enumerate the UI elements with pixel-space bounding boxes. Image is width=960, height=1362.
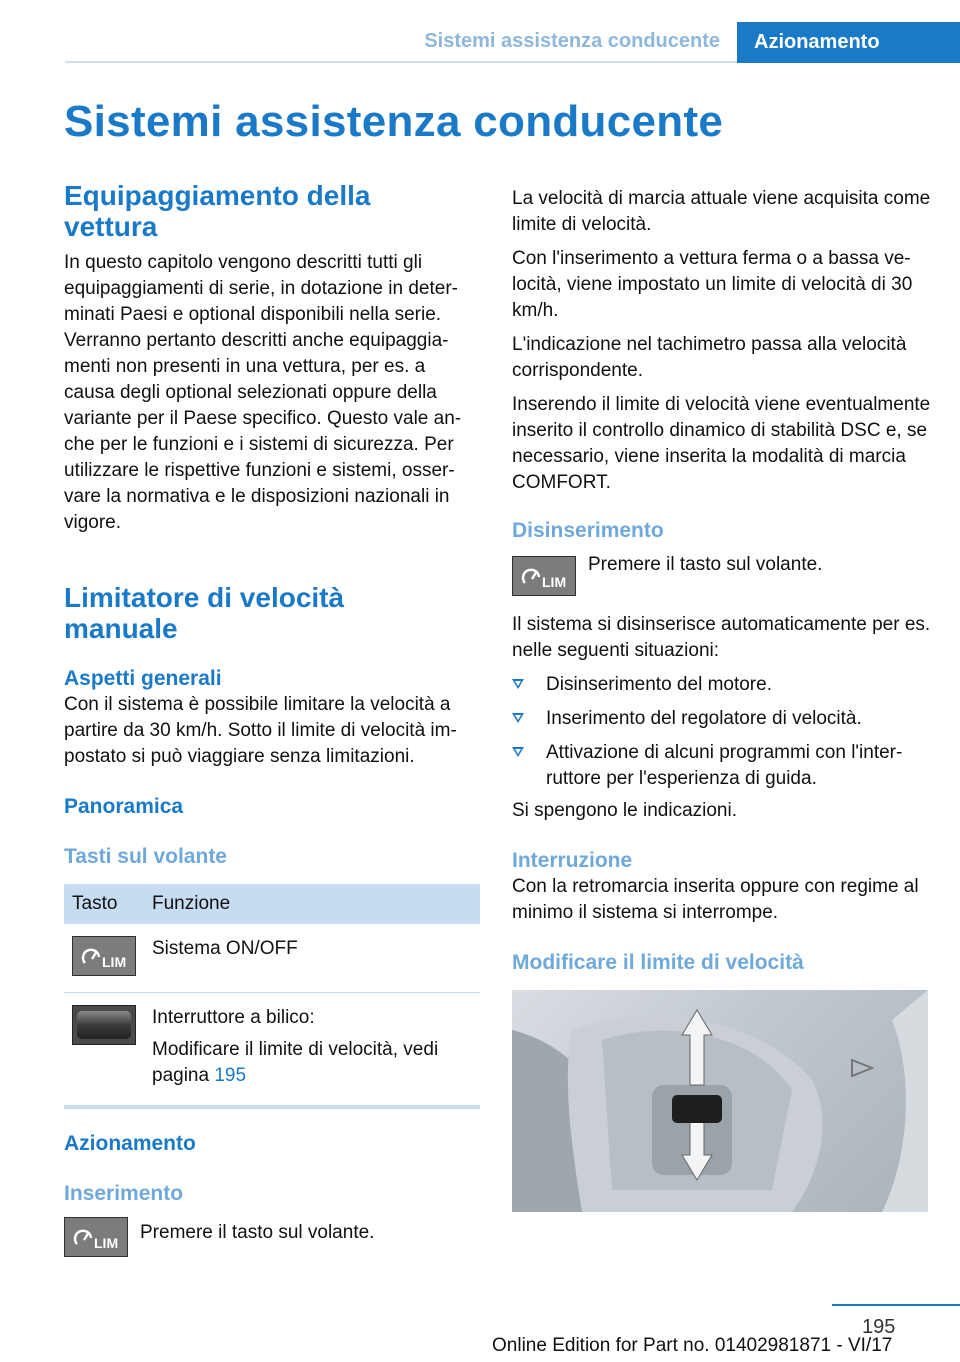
footer-edition: Online Edition for Part no. 01402981871 - VI/17 bbox=[492, 1335, 893, 1356]
general-heading: Aspetti generali bbox=[64, 667, 222, 690]
buttons-table bbox=[64, 884, 480, 1109]
header-chapter-tab[interactable]: Azionamento bbox=[737, 22, 960, 63]
auto-off-list bbox=[512, 672, 932, 792]
header-section-title: Sistemi assistenza conducente bbox=[424, 30, 720, 52]
right-paragraph-2: Con l'inserimento a vettura ferma o a bassa velocità, viene impostato un limite di velocità di 30 km/h. bbox=[512, 248, 913, 321]
left-column bbox=[64, 180, 480, 1257]
activation-text: Premere il tasto sul volante. bbox=[140, 1222, 375, 1243]
right-paragraph-1: La velocità di marcia attuale viene acquisita come limite di velocità. bbox=[512, 188, 931, 235]
table-header-key: Tasto bbox=[64, 884, 140, 924]
right-paragraph-4: Inserendo il limite di velocità viene eventualmente inserito il controllo dinamico di stabilità DSC e, se necessario, viene inserita la modalità di marcia COMFORT. bbox=[512, 394, 931, 493]
page-link[interactable]: 195 bbox=[214, 1065, 247, 1086]
footer-rule bbox=[832, 1304, 960, 1306]
svg-text:LIM: LIM bbox=[542, 574, 567, 590]
table-row bbox=[64, 924, 480, 993]
equipment-heading: Equipaggiamento della vettura bbox=[64, 180, 371, 242]
page-number: 195 bbox=[862, 1316, 896, 1338]
right-column bbox=[512, 186, 932, 1212]
right-paragraph-3: L'indicazione nel tachimetro passa alla velocità corrispondente. bbox=[512, 334, 907, 381]
svg-text:LIM: LIM bbox=[102, 954, 127, 970]
table-header-function: Funzione bbox=[140, 884, 480, 924]
list-item: Disinserimento del motore. bbox=[512, 672, 932, 698]
deactivation-heading: Disinserimento bbox=[512, 519, 664, 542]
lim-button-icon bbox=[64, 1217, 128, 1257]
modify-heading: Modificare il limite di velocità bbox=[512, 951, 804, 974]
page-title: Sistemi assistenza conducente bbox=[64, 97, 724, 146]
auto-off-text: Il sistema si disinserisce automaticamente per es. nelle seguenti situazioni: bbox=[512, 614, 931, 661]
table-row bbox=[64, 993, 480, 1108]
list-item: Attivazione di alcuni programmi con l'interruttore per l'esperienza di guida. bbox=[512, 740, 932, 792]
bullet-triangle-icon bbox=[512, 679, 524, 689]
lim-button-icon bbox=[512, 556, 576, 596]
list-item: Inserimento del regolatore di velocità. bbox=[512, 706, 932, 732]
equipment-text: In questo capitolo vengono descritti tutti gli equipaggiamenti di serie, in dotazione in determinati Paesi e optional disponibili nella serie. Verranno pertanto descritti anche equipaggiamenti non presenti in una vettura, per es. a causa degli optional selezionati oppure della variante per il Paese specifico. Questo vale anche per le funzioni e i sistemi di sicurezza. Per utilizzare le rispettive funzioni e sistemi, osservare la normativa e le disposizioni nazionali in vigore. bbox=[64, 252, 462, 533]
indicators-off-text: Si spengono le indicazioni. bbox=[512, 800, 737, 821]
deactivation-text: Premere il tasto sul volante. bbox=[588, 554, 823, 575]
buttons-heading: Tasti sul volante bbox=[64, 845, 227, 868]
table-cell-rocker-title: Interruttore a bilico: bbox=[152, 1007, 315, 1028]
bullet-triangle-icon bbox=[512, 747, 524, 757]
deactivation-line bbox=[512, 556, 932, 596]
rocker-switch-icon bbox=[72, 1005, 136, 1045]
table-cell-function: Sistema ON/OFF bbox=[140, 924, 480, 993]
steering-wheel-image bbox=[512, 990, 928, 1212]
activation-heading: Inserimento bbox=[64, 1182, 184, 1205]
activation-line bbox=[64, 1217, 480, 1257]
header-rule bbox=[65, 61, 737, 63]
bullet-triangle-icon bbox=[512, 713, 524, 723]
table-cell-rocker-desc: Modificare il limite di velocità, vedi pagina 195 bbox=[152, 1039, 439, 1086]
general-text: Con il sistema è possibile limitare la velocità a partire da 30 km/h. Sotto il limite di velocità impostato si può viaggiare senza limitazioni. bbox=[64, 694, 457, 767]
lim-button-icon bbox=[72, 936, 136, 976]
operation-heading: Azionamento bbox=[64, 1132, 196, 1155]
svg-text:LIM: LIM bbox=[94, 1235, 119, 1251]
interruption-text: Con la retromarcia inserita oppure con regime al minimo il sistema si interrompe. bbox=[512, 876, 919, 923]
overview-heading: Panoramica bbox=[64, 795, 184, 818]
limiter-heading: Limitatore di velocità manuale bbox=[64, 582, 345, 644]
interruption-heading: Interruzione bbox=[512, 849, 633, 872]
